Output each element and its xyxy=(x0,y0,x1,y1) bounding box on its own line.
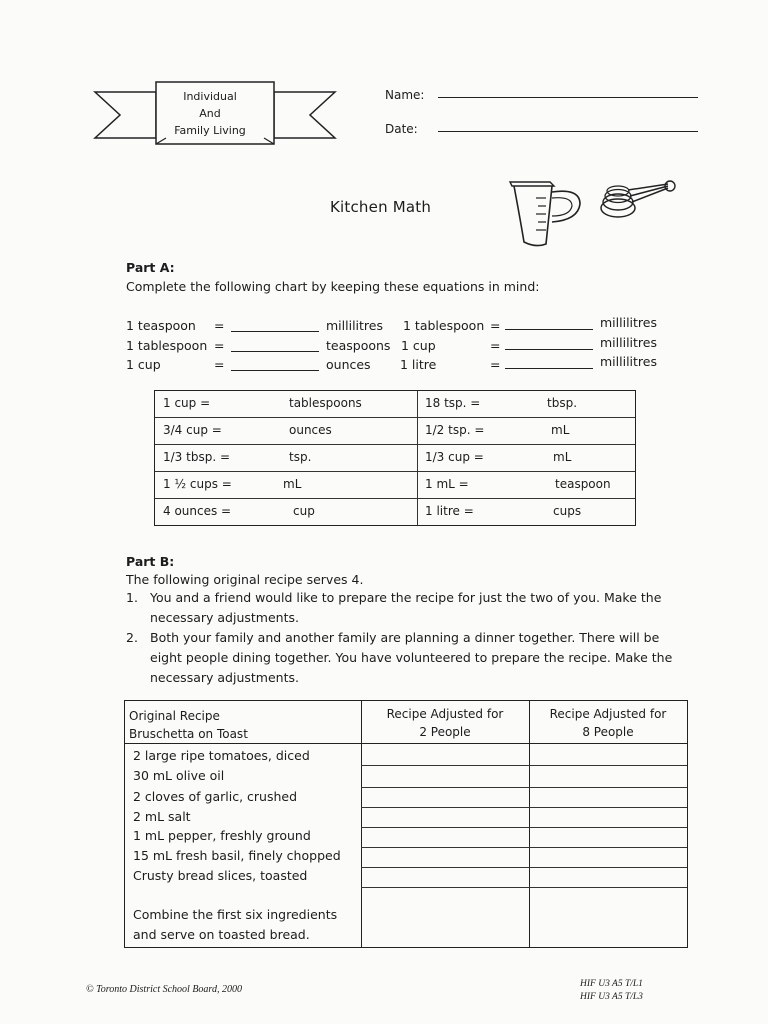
chart-unit: tablespoons xyxy=(289,396,362,410)
recipe-header-2-people xyxy=(361,705,529,741)
ingredient: 1 mL pepper, freshly ground xyxy=(133,828,311,843)
conversion-chart xyxy=(154,390,636,526)
banner-text xyxy=(160,88,260,139)
ingredient: 2 cloves of garlic, crushed xyxy=(133,789,298,804)
equals-sign: = xyxy=(214,357,225,372)
banner-line: Individual xyxy=(183,90,237,103)
equation-unit: millilitres xyxy=(600,315,657,330)
equation-term: 1 tablespoon xyxy=(403,318,485,333)
list-line: necessary adjustments. xyxy=(150,610,299,625)
answer-blank[interactable] xyxy=(505,368,593,369)
chart-unit: mL xyxy=(553,450,572,464)
part-a-heading: Part A: xyxy=(126,260,175,275)
date-field[interactable] xyxy=(438,131,698,132)
list-number: 1. xyxy=(126,590,138,605)
date-label: Date: xyxy=(385,122,418,136)
answer-blank[interactable] xyxy=(505,329,593,330)
chart-unit: ounces xyxy=(289,423,332,437)
chart-row xyxy=(155,444,635,471)
equation-unit: millilitres xyxy=(600,335,657,350)
list-line: Both your family and another family are planning a dinner together. There will be xyxy=(150,630,660,645)
recipe-instruction: and serve on toasted bread. xyxy=(133,927,310,942)
part-a-instruction: Complete the following chart by keeping these equations in mind: xyxy=(126,279,540,294)
equation-term: 1 cup xyxy=(126,357,161,372)
measuring-cup-icon xyxy=(506,178,588,250)
ingredient: 30 mL olive oil xyxy=(133,768,225,783)
recipe-table xyxy=(124,700,688,948)
chart-given: 1/2 tsp. = xyxy=(425,423,485,437)
chart-unit: mL xyxy=(551,423,570,437)
header-line: Recipe Adjusted for xyxy=(386,707,504,721)
equation-unit: millilitres xyxy=(600,354,657,369)
name-label: Name: xyxy=(385,88,425,102)
answer-blank[interactable] xyxy=(231,331,319,332)
chart-unit: cup xyxy=(293,504,315,518)
chart-given: 1 litre = xyxy=(425,504,474,518)
part-b-heading: Part B: xyxy=(126,554,175,569)
list-number: 2. xyxy=(126,630,138,645)
equation-row xyxy=(0,315,768,336)
equals-sign: = xyxy=(214,318,225,333)
answer-blank[interactable] xyxy=(505,349,593,350)
equation-row xyxy=(0,354,768,375)
equation-term: 1 cup xyxy=(401,338,436,353)
ingredient: 2 large ripe tomatoes, diced xyxy=(133,748,310,763)
chart-given: 1/3 tbsp. = xyxy=(163,450,231,464)
header-line: Original Recipe xyxy=(129,709,220,723)
equation-term: 1 litre xyxy=(400,357,437,372)
chart-given: 1 ½ cups = xyxy=(163,477,232,491)
chart-given: 1 mL = xyxy=(425,477,469,491)
list-item xyxy=(126,628,686,688)
recipe-header-8-people xyxy=(529,705,687,741)
part-b-intro: The following original recipe serves 4. xyxy=(126,572,364,587)
list-line: necessary adjustments. xyxy=(150,670,299,685)
copyright: © Toronto District School Board, 2000 xyxy=(86,984,242,995)
chart-given: 3/4 cup = xyxy=(163,423,222,437)
header-line: 8 People xyxy=(582,725,634,739)
chart-unit: tsp. xyxy=(289,450,312,464)
recipe-header-original xyxy=(129,707,248,743)
ingredient: 2 mL salt xyxy=(133,809,191,824)
list-item xyxy=(126,588,686,628)
chart-row xyxy=(155,417,635,444)
page-title: Kitchen Math xyxy=(330,198,432,216)
chart-unit: mL xyxy=(283,477,302,491)
course-code: HIF U3 A5 T/L3 xyxy=(580,992,643,1002)
equals-sign: = xyxy=(490,318,501,333)
equation-term: 1 tablespoon xyxy=(126,338,208,353)
equation-unit: teaspoons xyxy=(326,338,391,353)
list-line: eight people dining together. You have volunteered to prepare the recipe. Make the xyxy=(150,650,673,665)
equation-term: 1 teaspoon xyxy=(126,318,196,333)
list-line: You and a friend would like to prepare the recipe for just the two of you. Make the xyxy=(150,590,662,605)
header-line: Recipe Adjusted for xyxy=(549,707,667,721)
header-line: 2 People xyxy=(419,725,471,739)
ingredient: Crusty bread slices, toasted xyxy=(133,868,308,883)
chart-row xyxy=(155,498,635,525)
chart-unit: tbsp. xyxy=(547,396,578,410)
name-field[interactable] xyxy=(438,97,698,98)
ingredient: 15 mL fresh basil, finely chopped xyxy=(133,848,341,863)
banner-line: Family Living xyxy=(174,124,246,137)
chart-row xyxy=(155,391,635,417)
course-code: HIF U3 A5 T/L1 xyxy=(580,979,643,989)
course-codes xyxy=(580,978,643,1004)
measuring-spoons-icon xyxy=(598,178,680,222)
chart-unit: cups xyxy=(553,504,582,518)
equation-unit: millilitres xyxy=(326,318,383,333)
answer-blank[interactable] xyxy=(231,351,319,352)
banner-line: And xyxy=(199,107,221,120)
chart-row xyxy=(155,471,635,498)
chart-given: 1 cup = xyxy=(163,396,211,410)
equals-sign: = xyxy=(214,338,225,353)
equals-sign: = xyxy=(490,357,501,372)
equals-sign: = xyxy=(490,338,501,353)
chart-given: 4 ounces = xyxy=(163,504,232,518)
equation-unit: ounces xyxy=(326,357,371,372)
chart-given: 1/3 cup = xyxy=(425,450,484,464)
answer-blank[interactable] xyxy=(231,370,319,371)
chart-given: 18 tsp. = xyxy=(425,396,481,410)
recipe-instruction: Combine the first six ingredients xyxy=(133,907,338,922)
header-line: Bruschetta on Toast xyxy=(129,727,248,741)
chart-unit: teaspoon xyxy=(555,477,611,491)
